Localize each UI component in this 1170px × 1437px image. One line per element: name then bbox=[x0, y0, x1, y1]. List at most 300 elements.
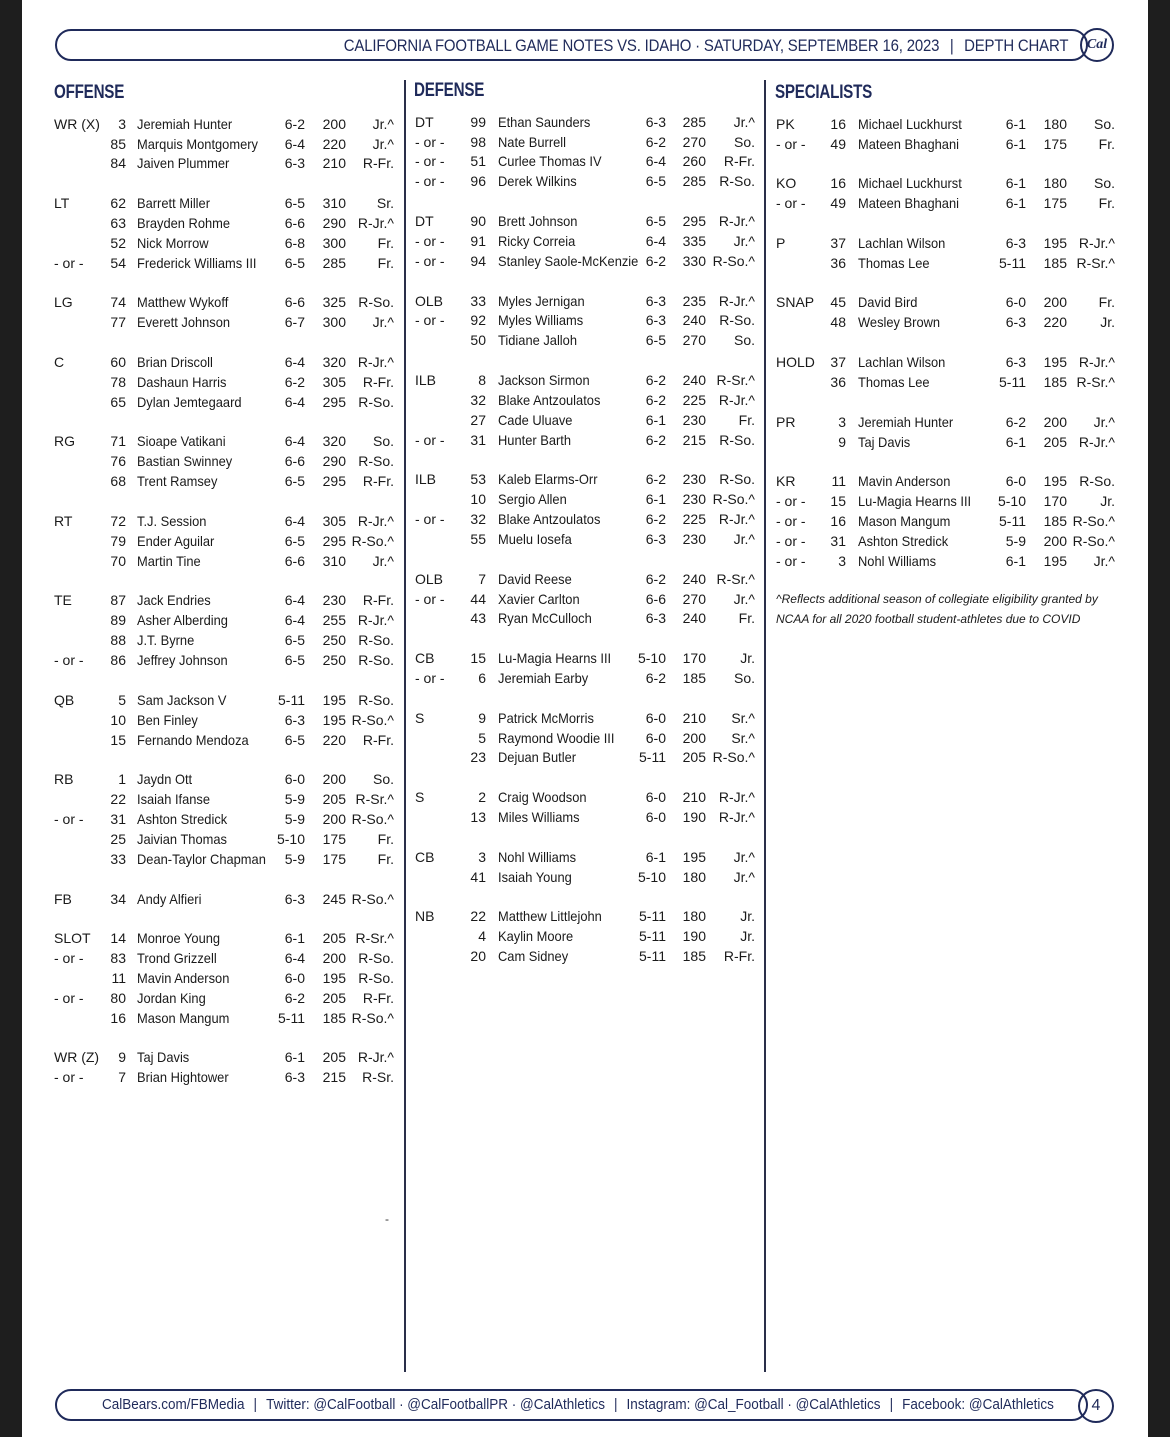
player-class: R-Fr. bbox=[362, 473, 394, 489]
player-weight: 210 bbox=[682, 789, 706, 805]
player-class: R-Jr.^ bbox=[718, 213, 755, 229]
specialists-roster-row bbox=[22, 292, 1148, 312]
specialists-roster-row bbox=[22, 551, 1148, 571]
player-name: Bastian Swinney bbox=[137, 453, 233, 469]
player-height: 6-1 bbox=[1005, 116, 1026, 132]
player-class: Jr.^ bbox=[733, 591, 755, 607]
player-height: 6-2 bbox=[284, 374, 305, 390]
position-label: - or - bbox=[776, 195, 806, 211]
player-height: 5-9 bbox=[284, 811, 305, 827]
player-weight: 185 bbox=[1043, 513, 1067, 529]
jersey-number: 74 bbox=[110, 294, 126, 310]
player-height: 6-3 bbox=[1005, 314, 1026, 330]
jersey-number: 31 bbox=[830, 533, 846, 549]
player-height: 5-11 bbox=[639, 749, 666, 765]
player-height: 6-5 bbox=[645, 332, 666, 348]
player-height: 6-2 bbox=[645, 511, 666, 527]
player-height: 6-4 bbox=[284, 136, 305, 152]
defense-roster-row bbox=[22, 906, 1148, 926]
player-height: 6-1 bbox=[645, 491, 666, 507]
jersey-number: 44 bbox=[470, 591, 486, 607]
player-height: 5-11 bbox=[639, 948, 666, 964]
position-label: CB bbox=[415, 650, 435, 666]
player-class: R-Jr.^ bbox=[718, 392, 755, 408]
player-height: 6-6 bbox=[284, 215, 305, 231]
player-name: Mavin Anderson bbox=[137, 970, 230, 986]
player-height: 5-9 bbox=[284, 851, 305, 867]
player-class: Sr. bbox=[376, 195, 394, 211]
player-height: 6-2 bbox=[645, 372, 666, 388]
jersey-number: 16 bbox=[830, 175, 846, 191]
player-weight: 220 bbox=[1043, 314, 1067, 330]
position-label: RG bbox=[54, 433, 75, 449]
player-weight: 230 bbox=[682, 491, 706, 507]
player-weight: 180 bbox=[682, 869, 706, 885]
player-class: Jr. bbox=[1100, 314, 1115, 330]
player-weight: 225 bbox=[682, 511, 706, 527]
player-height: 6-2 bbox=[284, 116, 305, 132]
jersey-number: 53 bbox=[470, 471, 486, 487]
offense-roster-row bbox=[22, 769, 1148, 789]
position-label: - or - bbox=[415, 312, 445, 328]
player-weight: 185 bbox=[322, 1010, 346, 1026]
player-class: R-So. bbox=[358, 294, 394, 310]
player-height: 6-4 bbox=[645, 153, 666, 169]
jersey-number: 77 bbox=[110, 314, 126, 330]
player-name: Jaivian Thomas bbox=[137, 831, 227, 847]
jersey-number: 89 bbox=[110, 612, 126, 628]
player-height: 6-1 bbox=[284, 930, 305, 946]
player-name: Thomas Lee bbox=[858, 255, 930, 271]
player-class: R-So.^ bbox=[1072, 533, 1115, 549]
player-weight: 215 bbox=[322, 1069, 346, 1085]
offense-roster-row bbox=[22, 988, 1148, 1008]
player-class: R-So.^ bbox=[351, 811, 394, 827]
jersey-number: 36 bbox=[830, 374, 846, 390]
footer-site-link[interactable]: CalBears.com/FBMedia bbox=[102, 1396, 245, 1413]
player-class: R-So. bbox=[358, 692, 394, 708]
jersey-number: 11 bbox=[111, 970, 126, 986]
player-weight: 320 bbox=[322, 433, 346, 449]
player-weight: 200 bbox=[682, 730, 706, 746]
jersey-number: 2 bbox=[478, 789, 486, 805]
jersey-number: 87 bbox=[110, 592, 126, 608]
player-name: David Reese bbox=[498, 571, 572, 587]
cal-logo bbox=[1080, 28, 1114, 62]
specialists-roster-row bbox=[22, 531, 1148, 551]
jersey-number: 41 bbox=[470, 869, 486, 885]
player-height: 6-3 bbox=[284, 712, 305, 728]
jersey-number: 4 bbox=[478, 928, 486, 944]
player-weight: 240 bbox=[682, 312, 706, 328]
player-height: 6-1 bbox=[645, 849, 666, 865]
player-class: Fr. bbox=[377, 235, 394, 251]
player-name: Miles Williams bbox=[498, 809, 580, 825]
player-name: T.J. Session bbox=[137, 513, 207, 529]
player-name: Michael Luckhurst bbox=[858, 116, 962, 132]
player-class: R-So.^ bbox=[351, 712, 394, 728]
defense-roster-row bbox=[22, 151, 1148, 171]
player-weight: 230 bbox=[322, 592, 346, 608]
player-name: Jeffrey Johnson bbox=[137, 652, 228, 668]
player-class: R-Jr.^ bbox=[357, 215, 394, 231]
position-label: - or - bbox=[54, 811, 84, 827]
player-weight: 220 bbox=[322, 136, 346, 152]
player-class: R-Sr.^ bbox=[716, 372, 755, 388]
player-class: R-Fr. bbox=[362, 732, 394, 748]
player-weight: 240 bbox=[682, 610, 706, 626]
player-weight: 310 bbox=[322, 553, 346, 569]
player-height: 6-5 bbox=[284, 255, 305, 271]
offense-roster-row bbox=[22, 1008, 1148, 1028]
player-name: Isaiah Ifanse bbox=[137, 791, 211, 807]
player-name: Nick Morrow bbox=[137, 235, 209, 251]
footer-facebook: Facebook: @CalAthletics bbox=[902, 1396, 1054, 1413]
player-name: Xavier Carlton bbox=[498, 591, 580, 607]
jersey-number: 88 bbox=[110, 632, 126, 648]
player-name: Andy Alfieri bbox=[137, 891, 202, 907]
player-class: Fr. bbox=[738, 412, 755, 428]
player-weight: 285 bbox=[682, 114, 706, 130]
jersey-number: 43 bbox=[470, 610, 486, 626]
player-height: 6-1 bbox=[1005, 553, 1026, 569]
player-name: Ben Finley bbox=[137, 712, 198, 728]
specialists-roster-row bbox=[22, 412, 1148, 432]
position-label: QB bbox=[54, 692, 75, 708]
player-name: Blake Antzoulatos bbox=[498, 511, 601, 527]
player-class: R-Sr.^ bbox=[1076, 255, 1115, 271]
player-weight: 255 bbox=[322, 612, 346, 628]
player-weight: 335 bbox=[682, 233, 706, 249]
player-height: 6-2 bbox=[645, 571, 666, 587]
player-name: Patrick McMorris bbox=[498, 710, 594, 726]
player-weight: 190 bbox=[682, 809, 706, 825]
player-weight: 175 bbox=[322, 851, 346, 867]
player-height: 6-7 bbox=[284, 314, 305, 330]
jersey-number: 3 bbox=[478, 849, 486, 865]
jersey-number: 37 bbox=[830, 235, 846, 251]
jersey-number: 36 bbox=[830, 255, 846, 271]
offense-roster-row bbox=[22, 690, 1148, 710]
player-class: R-So. bbox=[358, 453, 394, 469]
player-class: Jr.^ bbox=[733, 869, 755, 885]
player-class: R-Jr.^ bbox=[1078, 235, 1115, 251]
player-height: 6-6 bbox=[284, 294, 305, 310]
jersey-number: 25 bbox=[110, 831, 126, 847]
jersey-number: 63 bbox=[110, 215, 126, 231]
player-class: R-Sr.^ bbox=[355, 930, 394, 946]
jersey-number: 71 bbox=[110, 433, 126, 449]
player-class: R-So.^ bbox=[1072, 513, 1115, 529]
player-class: R-So. bbox=[358, 394, 394, 410]
player-name: Lu-Magia Hearns III bbox=[498, 650, 612, 666]
player-height: 6-8 bbox=[284, 235, 305, 251]
player-weight: 205 bbox=[682, 749, 706, 765]
position-label: C bbox=[54, 354, 65, 370]
player-height: 6-0 bbox=[645, 809, 666, 825]
player-weight: 215 bbox=[682, 432, 706, 448]
position-label: OLB bbox=[415, 293, 444, 309]
position-label: DT bbox=[415, 213, 434, 229]
player-weight: 250 bbox=[322, 652, 346, 668]
position-label: - or - bbox=[776, 533, 806, 549]
player-name: Dylan Jemtegaard bbox=[137, 394, 242, 410]
position-label: S bbox=[415, 789, 425, 805]
player-name: Matthew Wykoff bbox=[137, 294, 229, 310]
player-name: Mateen Bhaghani bbox=[858, 195, 959, 211]
player-class: So. bbox=[1093, 116, 1115, 132]
player-name: Ethan Saunders bbox=[498, 114, 591, 130]
player-weight: 230 bbox=[682, 471, 706, 487]
player-weight: 200 bbox=[1043, 414, 1067, 430]
player-class: Fr. bbox=[1098, 294, 1115, 310]
player-name: Jaiven Plummer bbox=[137, 155, 230, 171]
position-label: - or - bbox=[54, 950, 84, 966]
player-name: Curlee Thomas IV bbox=[498, 153, 602, 169]
player-height: 6-0 bbox=[645, 789, 666, 805]
player-height: 6-5 bbox=[284, 533, 305, 549]
player-name: Brian Hightower bbox=[137, 1069, 229, 1085]
jersey-number: 14 bbox=[110, 930, 126, 946]
eligibility-footnote: ^Reflects additional season of collegiate eligibility granted by NCAA for all 2020 football student-athletes due to COVID bbox=[776, 592, 1098, 626]
player-height: 6-0 bbox=[645, 730, 666, 746]
player-name: Derek Wilkins bbox=[498, 173, 577, 189]
jersey-number: 84 bbox=[110, 155, 126, 171]
player-height: 6-4 bbox=[284, 433, 305, 449]
player-weight: 200 bbox=[322, 950, 346, 966]
defense-roster-row bbox=[22, 211, 1148, 231]
player-name: Dean-Taylor Chapman bbox=[137, 851, 266, 867]
player-height: 6-2 bbox=[645, 134, 666, 150]
position-label: WR (Z) bbox=[54, 1049, 100, 1065]
jersey-number: 79 bbox=[110, 533, 126, 549]
footer-instagram: Instagram: @Cal_Football · @CalAthletics bbox=[626, 1396, 881, 1413]
player-weight: 200 bbox=[1043, 294, 1067, 310]
jersey-number: 68 bbox=[110, 473, 126, 489]
offense-roster-row bbox=[22, 630, 1148, 650]
jersey-number: 15 bbox=[110, 732, 126, 748]
player-name: Frederick Williams III bbox=[137, 255, 257, 271]
position-label: SNAP bbox=[776, 294, 815, 310]
jersey-number: 1 bbox=[118, 771, 126, 787]
player-name: J.T. Byrne bbox=[137, 632, 195, 648]
specialists-roster-row bbox=[22, 312, 1148, 332]
jersey-number: 72 bbox=[110, 513, 126, 529]
player-name: Kaylin Moore bbox=[498, 928, 574, 944]
player-height: 6-2 bbox=[645, 392, 666, 408]
player-weight: 225 bbox=[682, 392, 706, 408]
player-weight: 205 bbox=[322, 1049, 346, 1065]
player-height: 6-5 bbox=[284, 652, 305, 668]
player-class: Jr.^ bbox=[372, 116, 394, 132]
player-name: Muelu Iosefa bbox=[498, 531, 572, 547]
player-height: 5-9 bbox=[284, 791, 305, 807]
player-class: Jr.^ bbox=[733, 233, 755, 249]
player-weight: 185 bbox=[682, 948, 706, 964]
specialists-roster-row bbox=[22, 114, 1148, 134]
player-name: Ender Aguilar bbox=[137, 533, 215, 549]
position-label: RT bbox=[54, 513, 73, 529]
defense-roster-row bbox=[22, 946, 1148, 966]
player-height: 6-3 bbox=[284, 155, 305, 171]
jersey-number: 16 bbox=[830, 513, 846, 529]
player-weight: 295 bbox=[322, 473, 346, 489]
header-banner bbox=[55, 29, 1088, 61]
position-label: LG bbox=[54, 294, 73, 310]
player-height: 6-4 bbox=[284, 513, 305, 529]
cal-logo-text: Cal bbox=[1086, 37, 1108, 52]
jersey-number: 27 bbox=[470, 412, 486, 428]
jersey-number: 48 bbox=[830, 314, 846, 330]
player-class: R-So.^ bbox=[712, 491, 755, 507]
player-height: 5-11 bbox=[999, 513, 1026, 529]
player-name: Lachlan Wilson bbox=[858, 354, 946, 370]
specialists-roster-row bbox=[22, 372, 1148, 392]
position-label: S bbox=[415, 710, 425, 726]
player-name: Jordan King bbox=[137, 990, 206, 1006]
player-class: Jr. bbox=[740, 928, 755, 944]
position-label: SLOT bbox=[54, 930, 91, 946]
player-weight: 295 bbox=[322, 533, 346, 549]
offense-title: OFFENSE bbox=[54, 82, 125, 103]
player-height: 6-5 bbox=[284, 632, 305, 648]
player-weight: 195 bbox=[1043, 473, 1067, 489]
position-label: - or - bbox=[415, 511, 445, 527]
player-class: Fr. bbox=[377, 831, 394, 847]
player-height: 6-2 bbox=[645, 432, 666, 448]
position-label: DT bbox=[415, 114, 434, 130]
player-weight: 330 bbox=[682, 253, 706, 269]
player-name: Trent Ramsey bbox=[137, 473, 218, 489]
jersey-number: 80 bbox=[110, 990, 126, 1006]
player-height: 6-3 bbox=[1005, 354, 1026, 370]
player-name: Marquis Montgomery bbox=[137, 136, 258, 152]
player-name: Wesley Brown bbox=[858, 314, 941, 330]
position-label: RB bbox=[54, 771, 74, 787]
specialists-title: SPECIALISTS bbox=[775, 82, 873, 103]
jersey-number: 99 bbox=[470, 114, 486, 130]
footer-twitter: Twitter: @CalFootball · @CalFootballPR · @CalAthletics bbox=[266, 1396, 606, 1413]
player-height: 6-2 bbox=[645, 670, 666, 686]
defense-roster-row bbox=[22, 648, 1148, 668]
player-weight: 175 bbox=[322, 831, 346, 847]
jersey-number: 60 bbox=[110, 354, 126, 370]
jersey-number: 8 bbox=[478, 372, 486, 388]
player-class: R-So. bbox=[358, 950, 394, 966]
player-weight: 195 bbox=[1043, 235, 1067, 251]
player-class: R-So.^ bbox=[351, 1010, 394, 1026]
player-class: Jr.^ bbox=[372, 314, 394, 330]
player-height: 6-1 bbox=[1005, 136, 1026, 152]
player-name: Hunter Barth bbox=[498, 432, 572, 448]
player-height: 6-4 bbox=[284, 354, 305, 370]
jersey-number: 31 bbox=[470, 432, 486, 448]
player-height: 5-11 bbox=[639, 928, 666, 944]
player-weight: 305 bbox=[322, 513, 346, 529]
player-name: Jeremiah Earby bbox=[498, 670, 589, 686]
player-height: 6-4 bbox=[284, 592, 305, 608]
player-name: Dashaun Harris bbox=[137, 374, 227, 390]
player-weight: 205 bbox=[322, 930, 346, 946]
jersey-number: 86 bbox=[110, 652, 126, 668]
player-height: 6-1 bbox=[284, 1049, 305, 1065]
player-height: 6-6 bbox=[284, 453, 305, 469]
jersey-number: 3 bbox=[118, 116, 126, 132]
player-name: Sioape Vatikani bbox=[137, 433, 226, 449]
player-name: Ashton Stredick bbox=[858, 533, 949, 549]
jersey-number: 94 bbox=[470, 253, 486, 269]
player-height: 5-10 bbox=[637, 869, 666, 885]
jersey-number: 5 bbox=[118, 692, 126, 708]
specialists-roster-row bbox=[22, 233, 1148, 253]
player-class: Jr.^ bbox=[733, 531, 755, 547]
player-class: R-So.^ bbox=[351, 891, 394, 907]
player-name: Thomas Lee bbox=[858, 374, 930, 390]
specialists-roster-row bbox=[22, 352, 1148, 372]
position-label: - or - bbox=[415, 253, 445, 269]
player-class: R-Jr.^ bbox=[718, 789, 755, 805]
player-name: Sam Jackson V bbox=[137, 692, 227, 708]
player-class: R-Jr.^ bbox=[357, 612, 394, 628]
player-height: 6-4 bbox=[645, 233, 666, 249]
defense-roster-row bbox=[22, 926, 1148, 946]
player-weight: 195 bbox=[322, 692, 346, 708]
position-label: - or - bbox=[54, 652, 84, 668]
jersey-number: 22 bbox=[110, 791, 126, 807]
player-class: Sr.^ bbox=[731, 710, 755, 726]
player-weight: 205 bbox=[1043, 434, 1067, 450]
player-weight: 320 bbox=[322, 354, 346, 370]
jersey-number: 52 bbox=[110, 235, 126, 251]
player-class: Jr. bbox=[740, 908, 755, 924]
player-height: 6-1 bbox=[1005, 195, 1026, 211]
header-section: DEPTH CHART bbox=[963, 36, 1068, 55]
player-class: Jr. bbox=[740, 650, 755, 666]
position-label: - or - bbox=[776, 513, 806, 529]
position-label: - or - bbox=[415, 153, 445, 169]
player-weight: 290 bbox=[322, 453, 346, 469]
position-label: - or - bbox=[776, 136, 806, 152]
player-name: Lu-Magia Hearns III bbox=[858, 493, 972, 509]
player-name: Jeremiah Hunter bbox=[137, 116, 233, 132]
player-class: Fr. bbox=[1098, 195, 1115, 211]
player-name: Matthew Littlejohn bbox=[498, 908, 602, 924]
player-height: 5-11 bbox=[639, 908, 666, 924]
defense-title: DEFENSE bbox=[414, 80, 485, 101]
jersey-number: 16 bbox=[830, 116, 846, 132]
jersey-number: 15 bbox=[470, 650, 486, 666]
player-weight: 200 bbox=[1043, 533, 1067, 549]
player-class: So. bbox=[372, 771, 394, 787]
player-weight: 230 bbox=[682, 412, 706, 428]
player-weight: 195 bbox=[322, 970, 346, 986]
position-label: - or - bbox=[415, 134, 445, 150]
defense-roster-row bbox=[22, 390, 1148, 410]
player-height: 6-3 bbox=[645, 293, 666, 309]
player-class: R-Jr.^ bbox=[357, 1049, 394, 1065]
player-height: 5-10 bbox=[276, 831, 305, 847]
jersey-number: 37 bbox=[830, 354, 846, 370]
player-weight: 235 bbox=[682, 293, 706, 309]
defense-roster-row bbox=[22, 728, 1148, 748]
player-class: Fr. bbox=[738, 610, 755, 626]
jersey-number: 54 bbox=[110, 255, 126, 271]
specialists-roster-row bbox=[22, 491, 1148, 511]
position-label: TE bbox=[54, 592, 72, 608]
player-weight: 185 bbox=[1043, 374, 1067, 390]
player-height: 6-0 bbox=[1005, 473, 1026, 489]
player-weight: 200 bbox=[322, 116, 346, 132]
